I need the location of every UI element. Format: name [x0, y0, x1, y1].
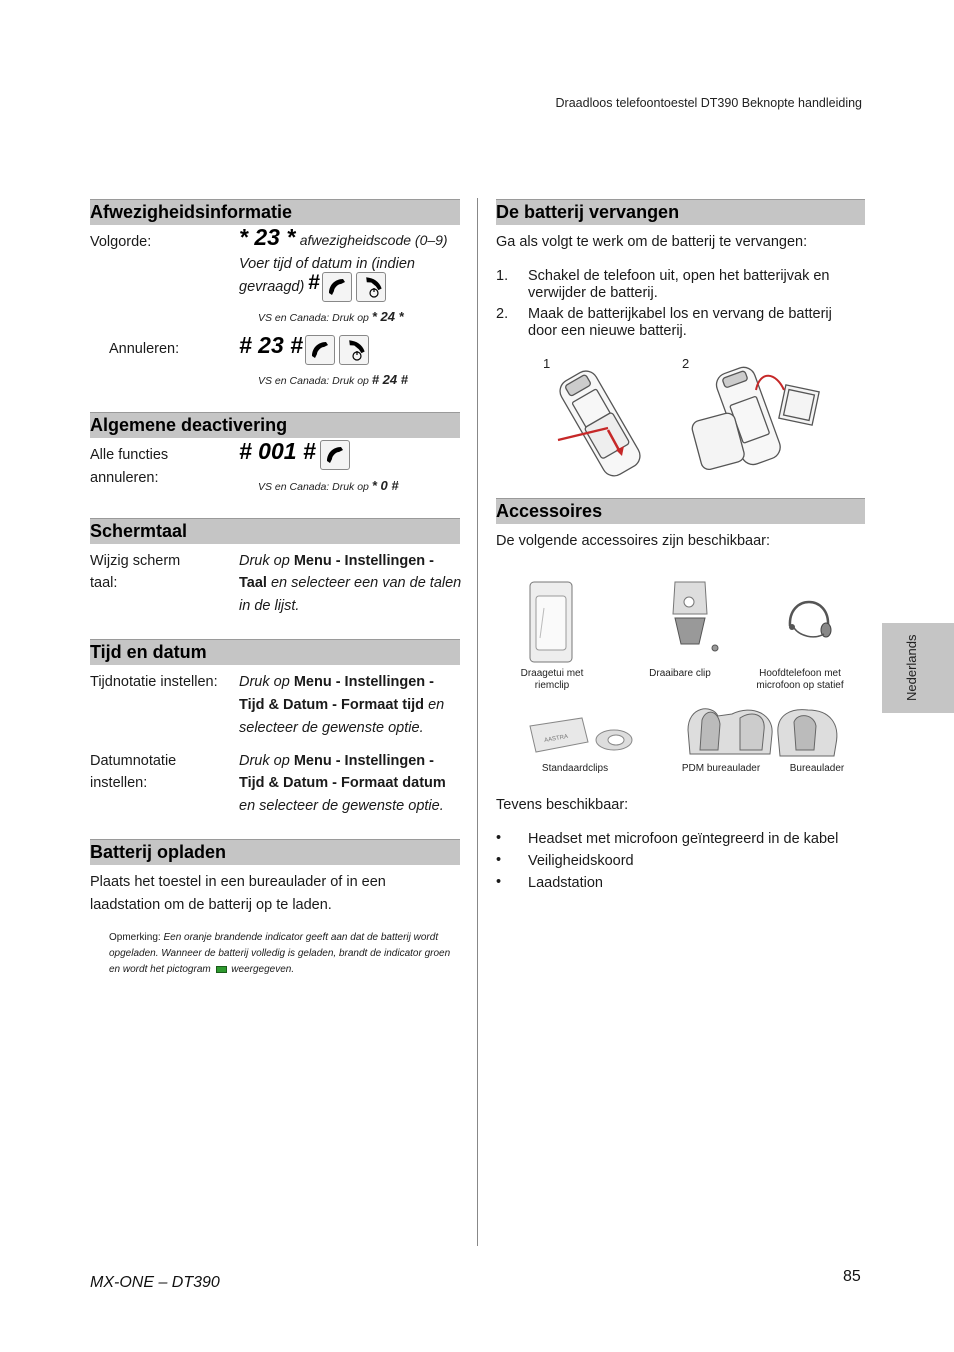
menu-path: Tijd & Datum - Formaat tijd	[239, 697, 425, 713]
language-line-2	[239, 572, 461, 595]
phone-offhook-icon	[305, 335, 335, 365]
svg-text:AASTRA: AASTRA	[543, 733, 569, 745]
section-title: Tijd en datum	[90, 642, 207, 662]
us-note-2	[258, 372, 408, 387]
battery-full-icon	[216, 966, 227, 973]
note-text: Een oranje brandende indicator geeft aan dat de batterij wordt	[163, 932, 439, 943]
replace-intro: Ga als volgt te werk om de batterij te vervangen:	[496, 234, 808, 250]
section-header-language	[90, 518, 460, 544]
accessory-caption: Bureaulader	[789, 763, 845, 774]
caption-line: Draagetui met	[520, 668, 584, 679]
menu-path: Menu - Instellingen -	[293, 753, 434, 769]
note-label: Opmerking:	[109, 932, 161, 943]
date-line-2	[239, 772, 446, 795]
press-text: Druk op	[239, 753, 290, 769]
section-title: Afwezigheidsinformatie	[90, 202, 293, 222]
absence-code: * 23 *	[239, 224, 296, 250]
also-item: Veiligheidskoord	[528, 853, 634, 869]
us-note-3-code: * 0 #	[371, 478, 399, 493]
figure-number-1: 1	[543, 356, 551, 371]
cancel-code: # 23 #	[239, 332, 303, 358]
also-item: Laadstation	[528, 875, 603, 891]
page-number: 85	[843, 1268, 861, 1285]
date-label-line-1: Datumnotatie	[90, 753, 177, 769]
menu-path: Menu - Instellingen -	[293, 553, 434, 569]
us-note-2-code: # 24 #	[371, 372, 408, 387]
menu-path: Menu - Instellingen -	[293, 674, 434, 690]
accessory-caption	[500, 668, 604, 692]
step-1-line-1: Schakel de telefoon uit, open het batterijvak en	[528, 268, 830, 284]
time-line-1	[239, 671, 434, 694]
charge-text-line-1: Plaats het toestel in een bureaulader of in een	[90, 874, 386, 890]
bullet-dot: •	[496, 830, 502, 846]
absence-code-desc: afwezigheidscode (0–9)	[299, 232, 448, 248]
carrying-case-image	[526, 578, 576, 666]
us-note-1-text: VS en Canada: Druk op	[258, 312, 369, 324]
section-header-absence	[90, 199, 460, 225]
desk-charger-image	[772, 704, 842, 762]
phone-offhook-icon	[320, 440, 350, 470]
pdm-desk-charger-image	[682, 700, 778, 762]
phone-offhook-icon	[322, 272, 352, 302]
column-divider	[477, 198, 478, 1246]
language-side-tab	[882, 623, 954, 713]
section-header-general	[90, 412, 460, 438]
section-header-charge	[90, 839, 460, 865]
en-text: en	[428, 697, 445, 713]
time-label: Tijdnotatie instellen:	[90, 674, 218, 690]
instruction-line-1: Voer tijd of datum in (indien	[239, 256, 415, 272]
caption-line: microfoon op statief	[756, 680, 844, 691]
also-item: Headset met microfoon geïntegreerd in de kabel	[528, 831, 839, 847]
battery-cable-illustration	[688, 360, 828, 470]
general-code: # 001 #	[239, 438, 316, 464]
section-title: Schermtaal	[90, 521, 188, 541]
language-rest: en selecteer een van de talen	[270, 575, 462, 591]
order-label: Volgorde:	[90, 234, 152, 250]
language-line-3: in de lijst.	[239, 598, 300, 614]
section-header-datetime	[90, 639, 460, 665]
us-note-1-code: * 24 *	[371, 309, 404, 324]
language-label-line-2: taal:	[90, 575, 118, 591]
date-line-1	[239, 750, 434, 773]
battery-removal-illustration	[538, 360, 658, 480]
accessory-caption	[628, 668, 732, 680]
menu-path: Tijd & Datum - Formaat datum	[239, 775, 446, 791]
section-header-accessories	[496, 498, 865, 524]
accessory-caption	[742, 668, 858, 692]
bullet-dot: •	[496, 874, 502, 890]
general-label-line-2: annuleren:	[90, 470, 159, 486]
us-note-2-text: VS en Canada: Druk op	[258, 375, 369, 387]
menu-path: Taal	[239, 575, 267, 591]
headset-image	[780, 588, 840, 648]
section-title: Accessoires	[496, 501, 603, 521]
step-number: 1.	[496, 268, 509, 284]
phone-onhook-power-icon	[339, 335, 369, 365]
swivel-clip-image	[665, 578, 725, 658]
date-label-line-2: instellen:	[90, 775, 148, 791]
press-text: Druk op	[239, 553, 290, 569]
step-1-line-2: verwijder de batterij.	[528, 285, 658, 301]
accessories-intro: De volgende accessoires zijn beschikbaar:	[496, 533, 771, 549]
step-number: 2.	[496, 306, 509, 322]
step-2-line-1: Maak de batterijkabel los en vervang de batterij	[528, 306, 832, 322]
cancel-label: Annuleren:	[109, 341, 180, 357]
charge-note-line-1	[109, 930, 438, 946]
side-tab-label: Nederlands	[904, 634, 919, 701]
section-title: De batterij vervangen	[496, 202, 680, 222]
document-header-title: Draadloos telefoontoestel DT390 Beknopte handleiding	[555, 96, 862, 110]
charge-text-line-2: laadstation om de batterij op te laden.	[90, 897, 332, 913]
instruction-line-2: gevraagd)	[239, 279, 305, 295]
section-header-replace	[496, 199, 865, 225]
general-label-line-1: Alle functies	[90, 447, 169, 463]
bullet-dot: •	[496, 852, 502, 868]
absence-code-row	[239, 224, 448, 251]
note-text: en wordt het pictogram	[109, 964, 211, 975]
step-2-line-2: door een nieuwe batterij.	[528, 323, 687, 339]
caption-line: Draaibare clip	[649, 668, 711, 679]
date-line-3: en selecteer de gewenste optie.	[239, 798, 444, 814]
footer-product: MX-ONE – DT390	[90, 1274, 220, 1291]
us-note-1	[258, 309, 404, 324]
section-title: Batterij opladen	[90, 842, 227, 862]
press-text: Druk op	[239, 674, 290, 690]
caption-line: riemclip	[534, 680, 570, 691]
standard-clips-image	[526, 712, 636, 762]
section-title: Algemene deactivering	[90, 415, 288, 435]
hash-symbol: #	[308, 271, 320, 294]
language-line-1	[239, 550, 434, 573]
us-note-3	[258, 478, 399, 493]
accessory-caption: Standaardclips	[541, 763, 609, 774]
accessory-caption: PDM bureaulader	[681, 763, 761, 774]
us-note-3-text: VS en Canada: Druk op	[258, 481, 369, 493]
figure-number-2: 2	[682, 356, 690, 371]
time-line-2	[239, 694, 444, 717]
charge-note-line-2	[109, 946, 450, 962]
phone-onhook-power-icon	[356, 272, 386, 302]
time-line-3: selecteer de gewenste optie.	[239, 720, 424, 736]
note-text: opgeladen. Wanneer de batterij volledig is geladen, brandt de indicator groen	[109, 948, 451, 959]
also-available-label: Tevens beschikbaar:	[496, 797, 629, 813]
caption-line: Hoofdtelefoon met	[759, 668, 841, 679]
note-text: weergegeven.	[231, 964, 295, 975]
language-label-line-1: Wijzig scherm	[90, 553, 181, 569]
charge-note-line-3	[109, 962, 294, 978]
